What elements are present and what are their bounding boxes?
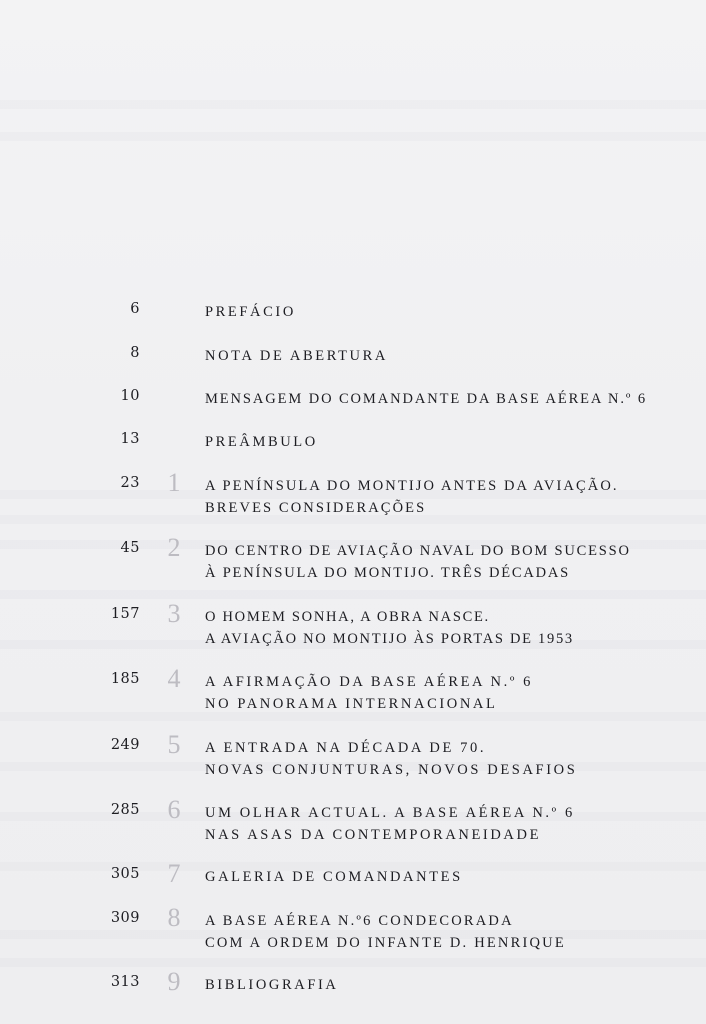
toc-page-number: 45 [120,540,140,556]
toc-page-number: 13 [120,431,140,447]
toc-title: DO CENTRO DE AVIAÇÃO NAVAL DO BOM SUCESSO À PENÍNSULA DO MONTIJO. TRÊS DÉCADAS [205,543,631,581]
toc-title: PREFÁCIO [205,304,296,320]
toc-title: GALERIA DE COMANDANTES [205,869,463,885]
toc-title: BIBLIOGRAFIA [205,977,339,993]
toc-title: A ENTRADA NA DÉCADA DE 70. NOVAS CONJUNTURAS, NOVOS DESAFIOS [205,740,578,778]
toc-title: MENSAGEM DO COMANDANTE DA BASE AÉREA N.º 6 [205,391,647,407]
toc-chapter-number: 6 [167,795,181,824]
toc-title: PREÂMBULO [205,434,318,450]
toc-page-number: 8 [130,345,140,361]
toc-page-number: 23 [120,475,140,491]
toc-page-number: 309 [110,910,140,926]
toc-chapter-number: 3 [167,599,181,628]
toc-page-number: 305 [110,866,140,882]
toc-chapter-number: 2 [167,533,181,562]
toc-chapter-number: 5 [167,730,181,759]
toc-page-number: 285 [110,802,140,818]
toc-page-number: 157 [110,606,140,622]
toc-chapter-number: 8 [167,903,181,932]
toc-title: UM OLHAR ACTUAL. A BASE AÉREA N.º 6 NAS ASAS DA CONTEMPORANEIDADE [205,805,575,843]
toc-page-number: 249 [110,737,140,753]
toc-page-number: 6 [130,301,140,317]
toc-title: A BASE AÉREA N.º6 CONDECORADA COM A ORDEM DO INFANTE D. HENRIQUE [205,913,566,951]
toc-title: A PENÍNSULA DO MONTIJO ANTES DA AVIAÇÃO. BREVES CONSIDERAÇÕES [205,478,619,516]
toc-page-number: 185 [110,671,140,687]
toc-page-number: 313 [110,974,140,990]
toc-chapter-number: 7 [167,859,181,888]
toc-chapter-number: 4 [167,664,181,693]
toc-page-number: 10 [120,388,140,404]
toc-chapter-number: 9 [167,967,181,996]
toc-title: O HOMEM SONHA, A OBRA NASCE. A AVIAÇÃO NO MONTIJO ÀS PORTAS DE 1953 [205,609,574,647]
toc-chapter-number: 1 [167,468,181,497]
toc-title: A AFIRMAÇÃO DA BASE AÉREA N.º 6 NO PANORAMA INTERNACIONAL [205,674,534,712]
toc-title: NOTA DE ABERTURA [205,348,388,364]
